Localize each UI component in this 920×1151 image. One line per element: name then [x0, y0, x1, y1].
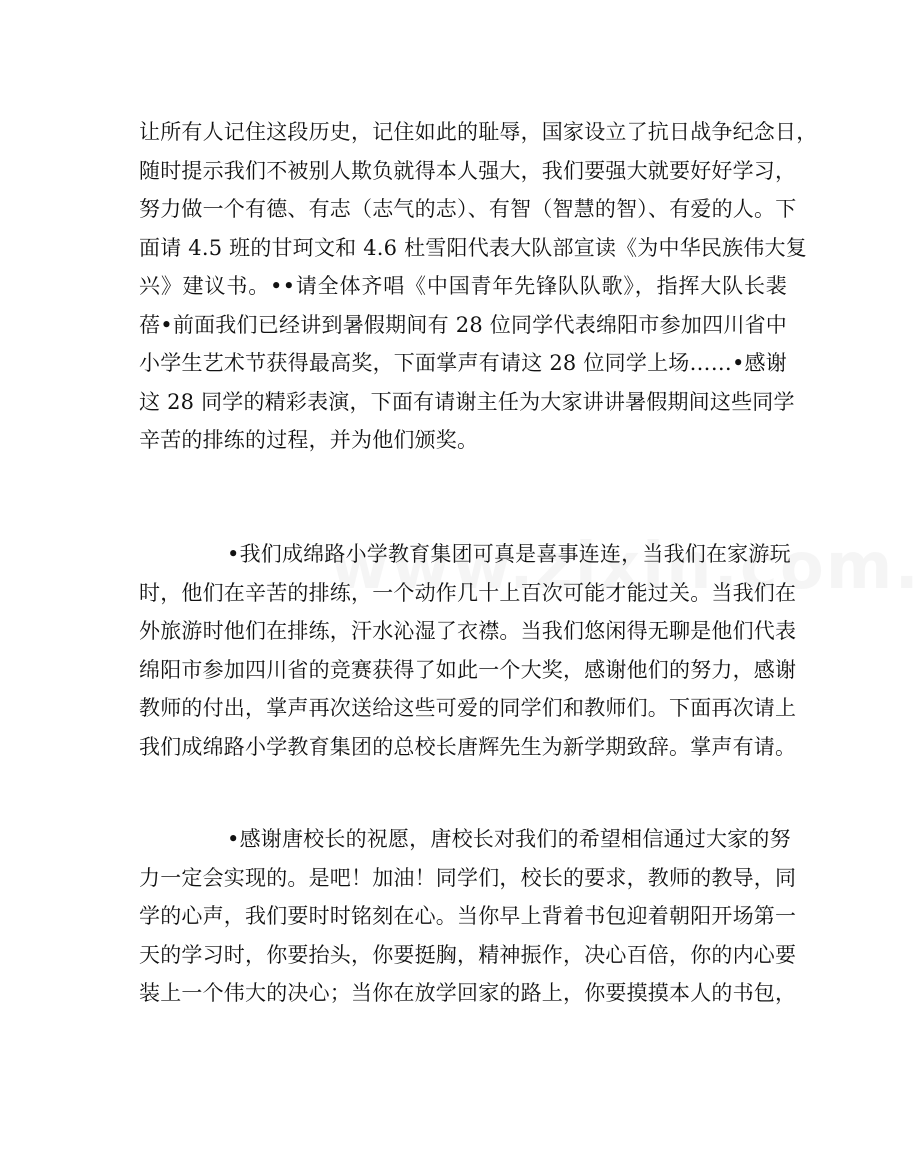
text-line: 兴》建议书。••请全体齐唱《中国青年先锋队队歌》，指挥大队长裴	[139, 274, 787, 298]
text-line: 辛苦的排练的过程，并为他们颁奖。	[139, 428, 479, 452]
paragraph-1	[139, 113, 818, 460]
text-line: 随时提示我们不被别人欺负就得本人强大，我们要强大就要好好学习，	[139, 158, 797, 183]
text-line: 这 28 同学的精彩表演，下面有请谢主任为大家讲讲暑假期间这些同学	[139, 389, 795, 414]
text-line: 让所有人记住这段历史，记住如此的耻辱，国家设立了抗日战争纪念日，	[139, 120, 818, 144]
text-line: 力一定会实现的。是吧！加油！同学们，校长的要求，教师的教导，同	[139, 865, 797, 890]
text-line: 面请 4.5 班的甘珂文和 4.6 杜雪阳代表大队部宣读《为中华民族伟大复	[139, 235, 807, 260]
text-line: •我们成绵路小学教育集团可真是喜事连连，当我们在家游玩	[227, 542, 791, 566]
text-line: •感谢唐校长的祝愿，唐校长对我们的希望相信通过大家的努	[227, 827, 791, 851]
text-line: 我们成绵路小学教育集团的总校长唐辉先生为新学期致辞。掌声有请。	[139, 734, 797, 759]
text-line: 小学生艺术节获得最高奖，下面掌声有请这 28 位同学上场……•感谢	[139, 351, 787, 375]
paragraph-3	[139, 820, 797, 1013]
text-line: 绵阳市参加四川省的竞赛获得了如此一个大奖，感谢他们的努力，感谢	[139, 657, 797, 682]
text-line: 蓓•前面我们已经讲到暑假期间有 28 位同学代表绵阳市参加四川省中	[139, 312, 787, 337]
text-line: 努力做一个有德、有志（志气的志）、有智（智慧的智）、有爱的人。下	[139, 197, 797, 221]
paragraph-2	[139, 535, 797, 766]
text-line: 天的学习时，你要抬头，你要挺胸，精神振作，决心百倍，你的内心要	[139, 942, 797, 967]
text-line: 装上一个伟大的决心；当你在放学回家的路上，你要摸摸本人的书包，	[139, 981, 797, 1005]
text-line: 时，他们在辛苦的排练，一个动作几十上百次可能才能过关。当我们在	[139, 580, 797, 605]
text-line: 教师的付出，掌声再次送给这些可爱的同学们和教师们。下面再次请上	[139, 696, 797, 720]
text-line: 学的心声，我们要时时铭刻在心。当你早上背着书包迎着朝阳开场第一	[139, 904, 797, 928]
text-line: 外旅游时他们在排练，汗水沁湿了衣襟。当我们悠闲得无聊是他们代表	[139, 619, 797, 643]
